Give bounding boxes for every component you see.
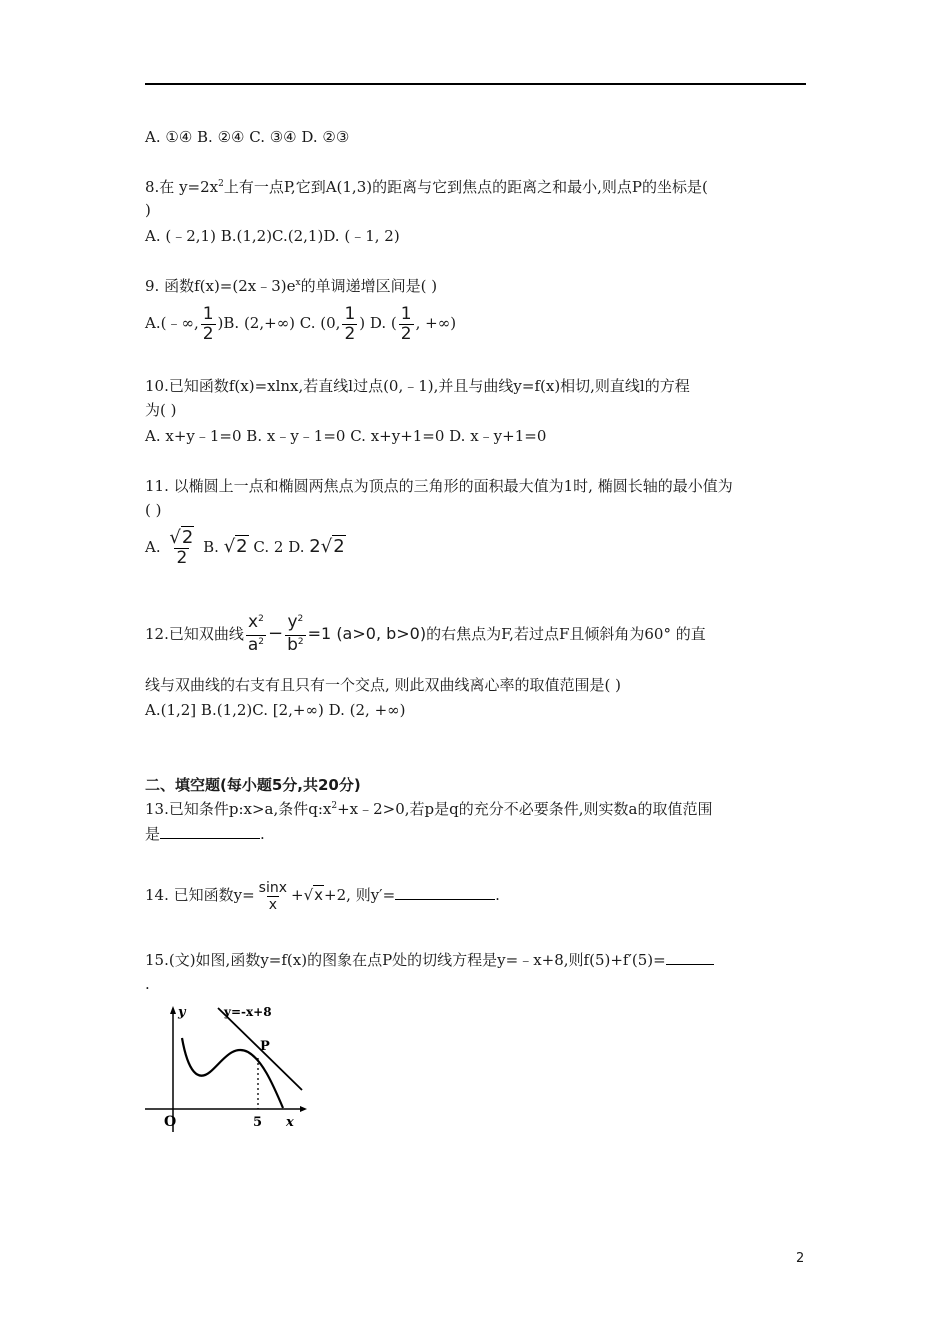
function-graph [140,1002,310,1137]
x-axis-label: x [286,1115,294,1130]
q7-options: A. ①④ B. ②④ C. ③④ D. ②③ [145,128,350,146]
q9-stem: 9. 函数$f(x)=(2x﹣3)e^x$的单调递增区间是( ) [145,277,438,295]
fraction-one-half: $\frac{1}{2}$ [344,303,356,344]
fraction-x2-over-a2: $\frac{x^2}{a^2}$ [246,613,266,658]
y-axis-label: y [178,1005,186,1020]
q15-stem-cont: . [145,975,150,993]
q14-stem: 14. 已知函数y= $\frac{\sin x}{x}$ +√x+2, 则y′= . [145,879,500,913]
origin-label: O [164,1114,177,1130]
two-root-two: 2√2 [309,536,345,557]
q12-stem-cont: 线与双曲线的右支有且只有一个交点, 则此双曲线离心率的取值范围是( ) [145,676,622,694]
answer-blank [666,950,714,965]
fraction-one-half: $\frac{1}{2}$ [400,303,412,344]
tangent-line-label: y=-x+8 [224,1005,272,1019]
header-rule [145,83,806,85]
q9-options: A.(﹣∞, $\frac{1}{2}$ )B. (2,+∞) C. (0, $\frac{1}{2}$ ) D. ( $\frac{1}{2}$ , +∞) [145,303,457,344]
fraction-root2-over-2: $\frac{√2}{2}$ [169,527,194,568]
fraction-sinx-over-x: $\frac{\sin x}{x}$ [258,879,288,913]
q15-stem: 15.(文)如图,函数y=f(x)的图象在点P处的切线方程是y=﹣x+8,则f(5)+f′(5)= [145,950,714,970]
q13-stem: 13.已知条件p:x>a,条件$q:x^2+x﹣2>0$,若p是q的充分不必要条件,则实数a的取值范围 [145,800,713,818]
q8-stem-cont: ) [145,201,151,219]
q12-options: A.(1,2] B.(1,2)C. [2,+∞) D. (2, +∞) [145,701,406,719]
q12-stem: 12.已知双曲线 $\frac{x^2}{a^2}$ − $\frac{y^2}{b^2}$ =1 (a>0, b>0)的右焦点为F,若过点F且倾斜角为60° 的直 [145,610,706,658]
page-number: 2 [796,1251,805,1266]
q10-stem: 10.已知函数f(x)=xlnx,若直线l过点(0,﹣1),并且与曲线y=f(x)相切,则直线l的方程 [145,377,690,395]
fraction-one-half: $\frac{1}{2}$ [202,303,214,344]
q11-stem-cont: ( ) [145,501,162,519]
fraction-y2-over-b2: $\frac{y^2}{b^2}$ [285,613,306,658]
q8-options: A. (﹣2,1) B.(1,2)C.(2,1)D. (﹣1, 2) [145,227,400,245]
q11-options: A. $\frac{√2}{2}$ B. √2 C. 2 D. 2√2 [145,527,345,568]
q8-stem: 8.在 $y=2x^2$上有一点P,它到A(1,3)的距离与它到焦点的距离之和最小,则点P的坐标是( [145,178,708,196]
point-p-label: P [260,1039,270,1054]
answer-blank [395,885,495,900]
q13-stem-cont: 是 . [145,825,265,843]
tick-5-label: 5 [253,1115,263,1130]
q10-stem-cont: 为( ) [145,401,177,419]
q10-options: A. x+y﹣1=0 B. x﹣y﹣1=0 C. x+y+1=0 D. x﹣y+1=0 [145,427,547,445]
answer-blank [160,824,260,839]
section-heading: 二、填空题(每小题5分,共20分) [145,776,361,794]
root-x: √x [303,886,324,904]
root-two: √2 [223,536,248,557]
q11-stem: 11. 以椭圆上一点和椭圆两焦点为顶点的三角形的面积最大值为1时, 椭圆长轴的最小值为 [145,477,733,495]
